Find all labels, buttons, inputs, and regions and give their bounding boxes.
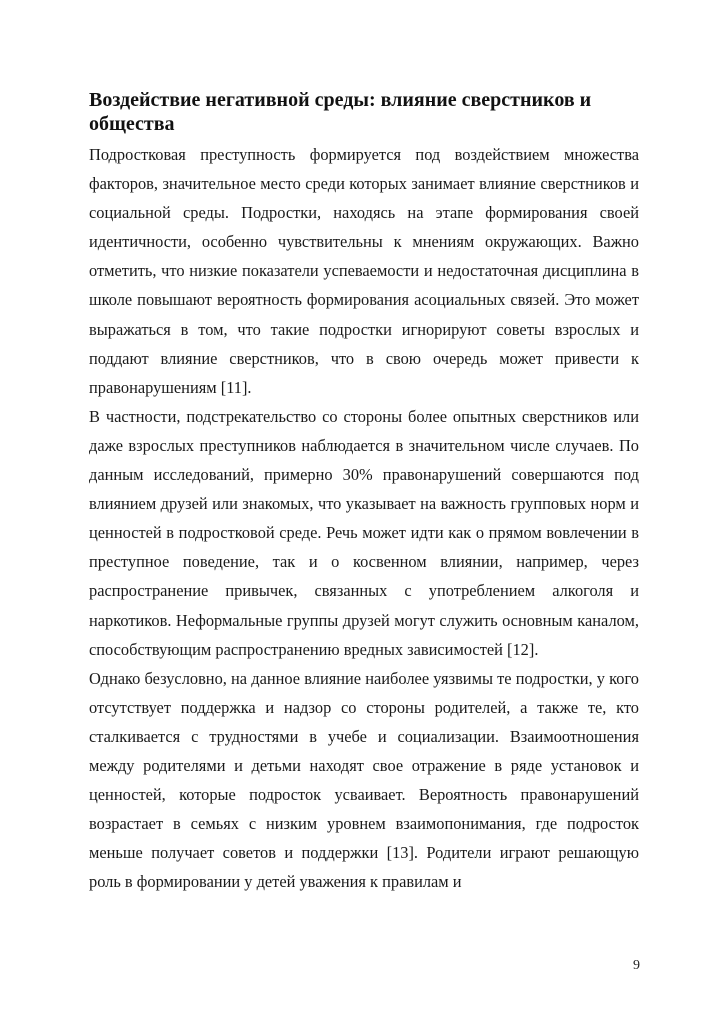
paragraph-parental-support: Однако безусловно, на данное влияние наиболее уязвимы те подростки, у кого отсутствует поддержка и надзор со стороны родителей, а также те, кто сталкивается с трудностями в учебе и социализации. Взаимоотношения между родителями и детьми находят свое отражение в ряде установок и ценностей, которые подросток усваивает. Вероятность правонарушений возрастает в семьях с низким уровнем взаимопонимания, где подросток меньше получает советов и поддержки [13]. Родители играют решающую роль в формировании у детей уважения к правилам и	[89, 668, 639, 892]
section-heading: Воздействие негативной среды: влияние сверстников и общества	[89, 89, 592, 135]
page-number: 9	[633, 958, 640, 973]
document-page	[89, 88, 639, 896]
paragraph-instigation: В частности, подстрекательство со стороны более опытных сверстников или даже взрослых преступников наблюдается в значительном числе случаев. По данным исследований, примерно 30% правонарушений совершаются под влиянием друзей или знакомых, что указывает на важность групповых норм и ценностей в подростковой среде. Речь может идти как о прямом вовлечении в преступное поведение, так и о косвенном влиянии, например, через распространение привычек, связанных с употреблением алкоголя и наркотиков. Неформальные группы друзей могут служить основным каналом, способствующим распространению вредных зависимостей [12].	[89, 406, 639, 659]
paragraph-peer-influence: Подростковая преступность формируется под воздействием множества факторов, значительное место среди которых занимает влияние сверстников и социальной среды. Подростки, находясь на этапе формирования своей идентичности, особенно чувствительны к мнениям окружающих. Важно отметить, что низкие показатели успеваемости и недостаточная дисциплина в школе повышают вероятность формирования асоциальных связей. Это может выражаться в том, что такие подростки игнорируют советы взрослых и поддают влияние сверстников, что в свою очередь может привести к правонарушениям [11].	[89, 145, 639, 397]
